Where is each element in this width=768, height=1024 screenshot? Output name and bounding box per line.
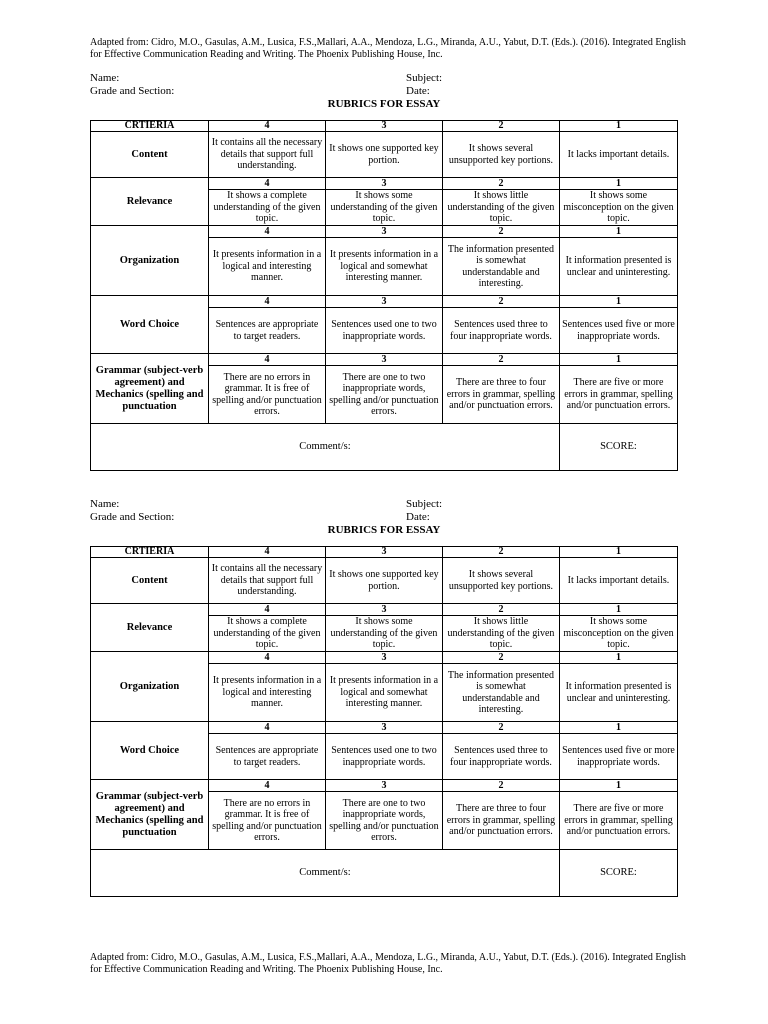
table-row (91, 558, 678, 604)
descriptor-cell: There are no errors in grammar. It is free of spelling and/or punctuation errors. (209, 366, 326, 424)
descriptor-cell: Sentences used three to four inappropriate words. (442, 734, 559, 780)
descriptor-cell: Sentences used one to two inappropriate words. (325, 734, 442, 780)
criterion-word-choice: Word Choice (91, 296, 209, 354)
descriptor-cell: There are three to four errors in grammar, spelling and/or punctuation errors. (442, 366, 559, 424)
score-cell: 2 (442, 652, 559, 664)
criteria-header: CRTIERIA (91, 547, 209, 558)
score-cell: 3 (325, 354, 442, 366)
descriptor-cell: Sentences used one to two inappropriate words. (325, 308, 442, 354)
score-cell: 2 (442, 604, 559, 616)
comments-label: Comment/s: (299, 867, 351, 879)
score-cell: 4 (209, 722, 326, 734)
descriptor-cell: It shows one supported key portion. (325, 132, 442, 178)
descriptor-cell: It presents information in a logical and somewhat interesting manner. (325, 664, 442, 722)
descriptor-cell: There are one to two inappropriate words, spelling and/or punctuation errors. (325, 366, 442, 424)
score-cell: 4 (209, 652, 326, 664)
table-row (91, 652, 678, 664)
criterion-organization: Organization (91, 226, 209, 296)
table-row (91, 296, 678, 308)
descriptor-cell: It shows some understanding of the given topic. (325, 616, 442, 652)
descriptor-cell: It shows some misconception on the given topic. (559, 190, 677, 226)
score-cell: 1 (559, 780, 677, 792)
table-row (91, 178, 678, 190)
score-cell: 2 (442, 296, 559, 308)
score-cell: 3 (325, 226, 442, 238)
score-cell: 1 (559, 178, 677, 190)
descriptor-cell: It information presented is unclear and uninteresting. (559, 664, 677, 722)
rubric-form-1 (90, 72, 678, 471)
citation-top: Adapted from: Cidro, M.O., Gasulas, A.M., Lusica, F.S.,Mallari, A.A., Mendoza, L.G., Miranda, A.U., Yabut, D.T. (Eds.). (2016). Integrated English for Effective Communication Reading and Writing. The Phoenix Publishing House, Inc. (90, 37, 686, 60)
score-cell: 3 (325, 604, 442, 616)
descriptor-cell: The information presented is somewhat understandable and interesting. (442, 238, 559, 296)
rubric-table (90, 120, 678, 471)
criterion-grammar: Grammar (subject-verb agreement) and Mechanics (spelling and punctuation (91, 354, 209, 424)
comments-box[interactable] (91, 424, 560, 471)
score-cell: 3 (325, 178, 442, 190)
descriptor-cell: Sentences used five or more inappropriate words. (559, 734, 677, 780)
score-header-1: 1 (559, 121, 677, 132)
score-cell: 1 (559, 604, 677, 616)
score-cell: 2 (442, 780, 559, 792)
score-cell: 2 (442, 226, 559, 238)
student-info (90, 72, 678, 98)
score-cell: 2 (442, 178, 559, 190)
score-cell: 4 (209, 604, 326, 616)
score-cell: 3 (325, 722, 442, 734)
score-cell: 1 (559, 354, 677, 366)
score-header-2: 2 (442, 547, 559, 558)
descriptor-cell: It shows a complete understanding of the given topic. (209, 190, 326, 226)
score-cell: 2 (442, 722, 559, 734)
date-label: Date: (406, 85, 430, 97)
date-label: Date: (406, 511, 430, 523)
descriptor-cell: Sentences are appropriate to target readers. (209, 308, 326, 354)
descriptor-cell: It presents information in a logical and interesting manner. (209, 664, 326, 722)
score-header-2: 2 (442, 121, 559, 132)
descriptor-cell: There are no errors in grammar. It is free of spelling and/or punctuation errors. (209, 792, 326, 850)
score-cell: 4 (209, 226, 326, 238)
table-header-row (91, 121, 678, 132)
descriptor-cell: It presents information in a logical and interesting manner. (209, 238, 326, 296)
comments-box[interactable] (91, 850, 560, 897)
score-cell: 3 (325, 780, 442, 792)
criterion-grammar: Grammar (subject-verb agreement) and Mechanics (spelling and punctuation (91, 780, 209, 850)
score-cell: 1 (559, 722, 677, 734)
score-cell: 1 (559, 652, 677, 664)
score-cell: 3 (325, 296, 442, 308)
rubric-title: RUBRICS FOR ESSAY (327, 524, 441, 536)
table-row (91, 722, 678, 734)
descriptor-cell: It shows several unsupported key portions. (442, 132, 559, 178)
criterion-content: Content (91, 558, 209, 604)
score-label: SCORE: (600, 867, 637, 879)
score-cell: 4 (209, 780, 326, 792)
rubric-title: RUBRICS FOR ESSAY (327, 98, 441, 110)
criterion-organization: Organization (91, 652, 209, 722)
table-row (91, 226, 678, 238)
descriptor-cell: It shows one supported key portion. (325, 558, 442, 604)
descriptor-cell: It contains all the necessary details that support full understanding. (209, 132, 326, 178)
comments-label: Comment/s: (299, 441, 351, 453)
criteria-header: CRTIERIA (91, 121, 209, 132)
descriptor-cell: It information presented is unclear and uninteresting. (559, 238, 677, 296)
descriptor-cell: It shows some understanding of the given topic. (325, 190, 442, 226)
descriptor-cell: Sentences used three to four inappropriate words. (442, 308, 559, 354)
score-cell: 1 (559, 296, 677, 308)
name-label: Name: (90, 72, 120, 84)
grade-section-label: Grade and Section: (90, 85, 175, 97)
comments-row (91, 424, 678, 471)
student-info (90, 498, 678, 524)
descriptor-cell: It presents information in a logical and somewhat interesting manner. (325, 238, 442, 296)
descriptor-cell: There are three to four errors in grammar, spelling and/or punctuation errors. (442, 792, 559, 850)
score-header-4: 4 (209, 547, 326, 558)
name-label: Name: (90, 498, 120, 510)
criterion-content: Content (91, 132, 209, 178)
grade-section-label: Grade and Section: (90, 511, 175, 523)
table-header-row (91, 547, 678, 558)
table-row (91, 354, 678, 366)
table-row (91, 780, 678, 792)
descriptor-cell: It shows several unsupported key portions. (442, 558, 559, 604)
descriptor-cell: It lacks important details. (559, 558, 677, 604)
descriptor-cell: It contains all the necessary details that support full understanding. (209, 558, 326, 604)
descriptor-cell: There are one to two inappropriate words, spelling and/or punctuation errors. (325, 792, 442, 850)
rubric-table (90, 546, 678, 897)
table-row (91, 132, 678, 178)
score-header-3: 3 (325, 121, 442, 132)
comments-row (91, 850, 678, 897)
score-box[interactable] (559, 850, 677, 897)
subject-label: Subject: (406, 498, 443, 510)
descriptor-cell: It shows little understanding of the given topic. (442, 616, 559, 652)
descriptor-cell: It shows some misconception on the given topic. (559, 616, 677, 652)
descriptor-cell: There are five or more errors in grammar, spelling and/or punctuation errors. (559, 366, 677, 424)
score-cell: 3 (325, 652, 442, 664)
score-label: SCORE: (600, 441, 637, 453)
score-cell: 4 (209, 296, 326, 308)
criterion-word-choice: Word Choice (91, 722, 209, 780)
descriptor-cell: It lacks important details. (559, 132, 677, 178)
score-box[interactable] (559, 424, 677, 471)
score-cell: 4 (209, 354, 326, 366)
citation-bottom: Adapted from: Cidro, M.O., Gasulas, A.M., Lusica, F.S.,Mallari, A.A., Mendoza, L.G., Miranda, A.U., Yabut, D.T. (Eds.). (2016). Integrated English for Effective Communication Reading and Writing. The Phoenix Publishing House, Inc. (90, 952, 686, 975)
score-cell: 2 (442, 354, 559, 366)
score-cell: 1 (559, 226, 677, 238)
descriptor-cell: There are five or more errors in grammar, spelling and/or punctuation errors. (559, 792, 677, 850)
descriptor-cell: It shows little understanding of the given topic. (442, 190, 559, 226)
score-header-3: 3 (325, 547, 442, 558)
criterion-relevance: Relevance (91, 178, 209, 226)
score-header-4: 4 (209, 121, 326, 132)
descriptor-cell: Sentences used five or more inappropriate words. (559, 308, 677, 354)
table-row (91, 604, 678, 616)
score-header-1: 1 (559, 547, 677, 558)
rubric-form-2 (90, 498, 678, 897)
criterion-relevance: Relevance (91, 604, 209, 652)
score-cell: 4 (209, 178, 326, 190)
subject-label: Subject: (406, 72, 443, 84)
descriptor-cell: The information presented is somewhat understandable and interesting. (442, 664, 559, 722)
descriptor-cell: Sentences are appropriate to target readers. (209, 734, 326, 780)
descriptor-cell: It shows a complete understanding of the given topic. (209, 616, 326, 652)
